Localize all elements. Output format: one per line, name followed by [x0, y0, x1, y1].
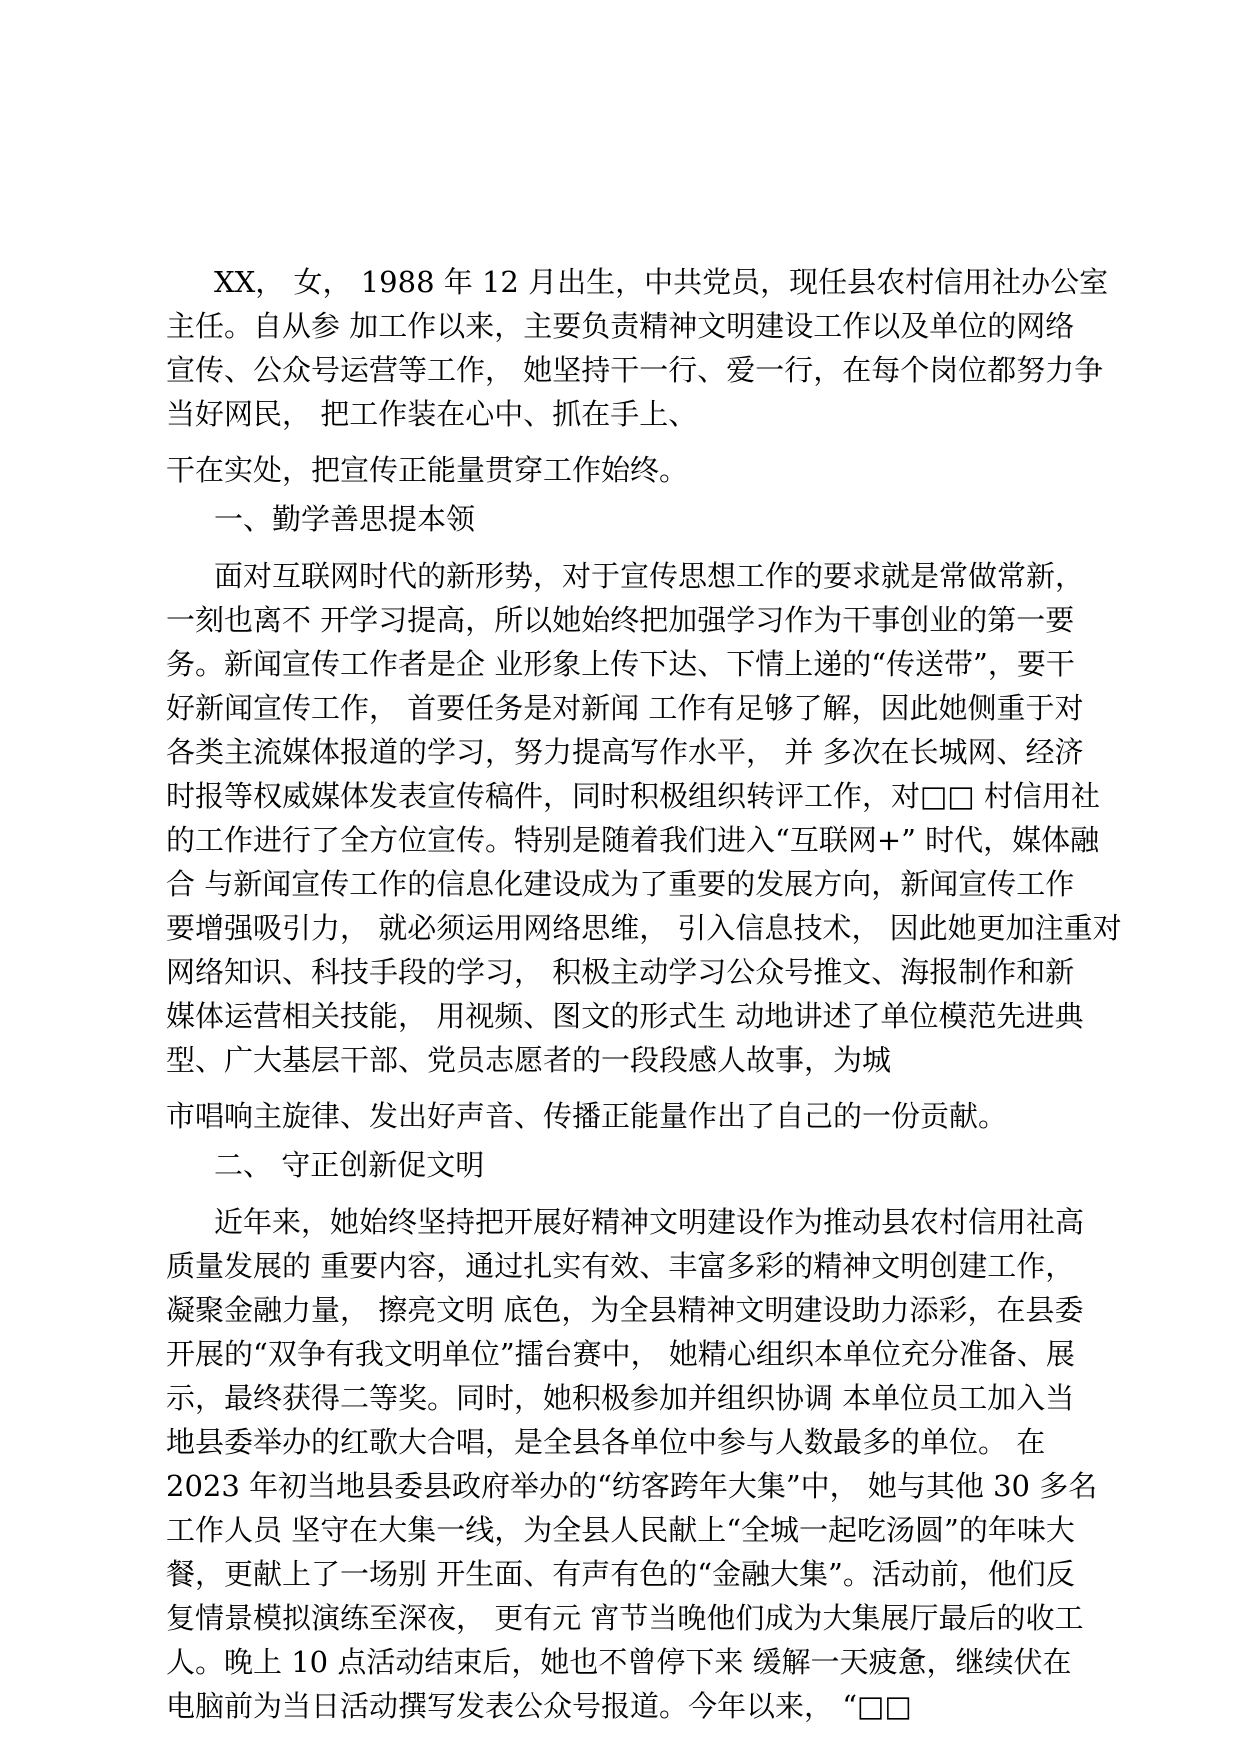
paragraph-line: 人。晚上 10 点活动结束后，她也不曾停下来 缓解一天疲惫，继续伏在	[166, 1645, 1072, 1679]
paragraph-line: 型、广大基层干部、党员志愿者的一段段感人故事，为城	[166, 1043, 892, 1077]
paragraph-line: 宣传、公众号运营等工作， 她坚持干一行、爱一行，在每个岗位都努力争	[166, 353, 1104, 387]
paragraph-line: 好新闻宣传工作， 首要任务是对新闻 工作有足够了解，因此她侧重于对	[166, 691, 1084, 725]
section-heading: 二、 守正创新促文明	[214, 1148, 485, 1182]
paragraph-line: 网络知识、科技手段的学习， 积极主动学习公众号推文、海报制作和新	[166, 955, 1075, 989]
paragraph-line: 凝聚金融力量， 擦亮文明 底色，为全县精神文明建设助力添彩，在县委	[166, 1293, 1084, 1327]
paragraph-line: 质量发展的 重要内容，通过扎实有效、丰富多彩的精神文明创建工作，	[166, 1249, 1075, 1283]
paragraph-line: 地县委举办的红歌大合唱，是全县各单位中参与人数最多的单位。 在	[166, 1425, 1046, 1459]
paragraph-line: 各类主流媒体报道的学习，努力提高写作水平， 并 多次在长城网、经济	[166, 735, 1084, 769]
paragraph-line: 干在实处，把宣传正能量贯穿工作始终。	[166, 453, 689, 487]
paragraph-line: 时报等权威媒体发表宣传稿件，同时积极组织转评工作，对□□ 村信用社	[166, 779, 1101, 813]
paragraph-line: 2023 年初当地县委县政府举办的“纺客跨年大集”中， 她与其他 30 多名	[166, 1469, 1098, 1503]
section-heading: 一、勤学善思提本领	[214, 502, 476, 536]
paragraph-line: 餐，更献上了一场别 开生面、有声有色的“金融大集”。活动前，他们反	[166, 1557, 1075, 1591]
paragraph-line: 一刻也离不 开学习提高，所以她始终把加强学习作为干事创业的第一要	[166, 603, 1075, 637]
paragraph-line: 的工作进行了全方位宣传。特别是随着我们进入“互联网+” 时代，媒体融	[166, 823, 1100, 857]
paragraph-line: XX， 女， 1988 年 12 月出生，中共党员，现任县农村信用社办公室	[214, 265, 1109, 299]
paragraph-line: 近年来，她始终坚持把开展好精神文明建设作为推动县农村信用社高	[214, 1205, 1085, 1239]
paragraph-line: 复情景模拟演练至深夜， 更有元 宵节当晚他们成为大集展厅最后的收工	[166, 1601, 1084, 1635]
paragraph-line: 合 与新闻宣传工作的信息化建设成为了重要的发展方向，新闻宣传工作	[166, 867, 1075, 901]
paragraph-line: 主任。自从参 加工作以来，主要负责精神文明建设工作以及单位的网络	[166, 309, 1075, 343]
paragraph-line: 要增强吸引力， 就必须运用网络思维， 引入信息技术， 因此她更加注重对	[166, 911, 1122, 945]
paragraph-line: 示，最终获得二等奖。同时，她积极参加并组织协调 本单位员工加入当	[166, 1381, 1075, 1415]
paragraph-line: 媒体运营相关技能， 用视频、图文的形式生 动地讲述了单位模范先进典	[166, 999, 1084, 1033]
paragraph-line: 当好网民， 把工作装在心中、抓在手上、	[166, 397, 698, 431]
paragraph-line: 开展的“双争有我文明单位”擂台赛中， 她精心组织本单位充分准备、展	[166, 1337, 1075, 1371]
paragraph-line: 面对互联网时代的新形势，对于宣传思想工作的要求就是常做常新，	[214, 559, 1085, 593]
paragraph-line: 市唱响主旋律、发出好声音、传播正能量作出了自己的一份贡献。	[166, 1099, 1008, 1133]
paragraph-line: 务。新闻宣传工作者是企 业形象上传下达、下情上递的“传送带”，要干	[166, 647, 1075, 681]
paragraph-line: 工作人员 坚守在大集一线，为全县人民献上“全城一起吃汤圆”的年味大	[166, 1513, 1075, 1547]
paragraph-line: 电脑前为当日活动撰写发表公众号报道。今年以来， “□□	[166, 1689, 912, 1723]
